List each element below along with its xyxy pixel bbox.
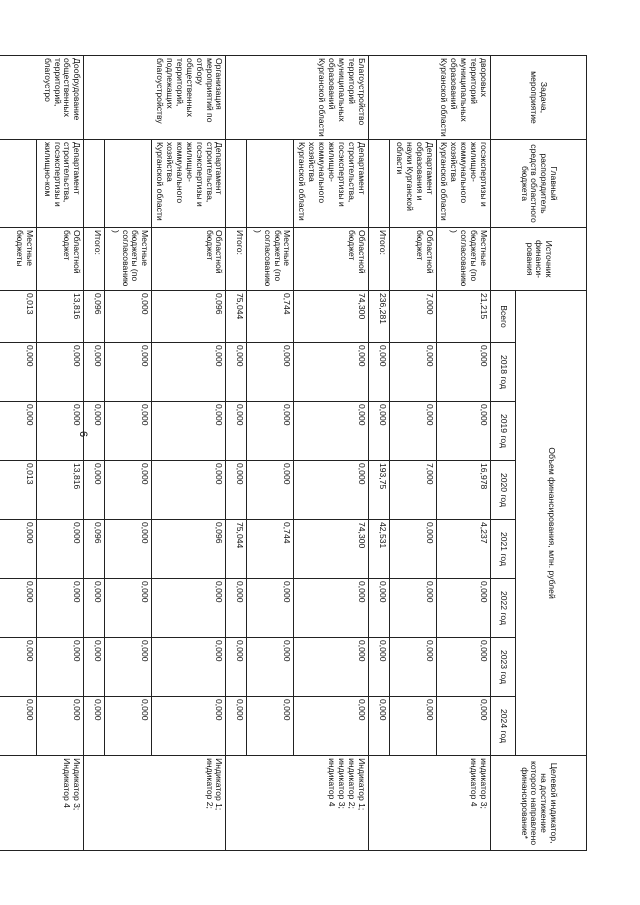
value-cell: 0,744: [247, 520, 294, 579]
value-cell: 0,000: [152, 579, 226, 638]
value-cell: 0,000: [226, 461, 247, 520]
header-row: [516, 56, 587, 851]
value-cell: 0,000: [152, 343, 226, 402]
value-cell: 0,000: [436, 402, 490, 461]
financing-table: [0, 55, 587, 851]
table-row: [389, 56, 436, 851]
table-row: [226, 56, 247, 851]
page-number: 6: [77, 430, 90, 438]
value-cell: 0,000: [37, 402, 84, 461]
value-cell: 0,000: [226, 343, 247, 402]
source-cell: Областной бюджет: [152, 228, 226, 291]
task-cell: Организация мероприятий по отбору общественных территорий, подлежащих благоустройству: [84, 56, 226, 140]
rotated-page-content: [15, 55, 587, 850]
value-cell: 0,000: [368, 343, 389, 402]
value-cell: 0,000: [105, 461, 152, 520]
value-cell: 0,000: [0, 402, 37, 461]
value-cell: 0,000: [105, 520, 152, 579]
value-cell: 0,000: [247, 579, 294, 638]
value-cell: 0,000: [84, 638, 105, 697]
value-cell: 0,000: [84, 343, 105, 402]
task-cell: Дообрудование общественных территорий, благоустро: [0, 56, 84, 140]
table-body: [0, 56, 491, 851]
value-cell: 0,096: [84, 291, 105, 343]
value-cell: 0,096: [84, 520, 105, 579]
source-cell: Местные бюджеты (по согласованию): [247, 228, 294, 291]
manager-cell: Департамент образования и науки Курганской области: [389, 140, 436, 228]
value-cell: 42,531: [368, 520, 389, 579]
header-year: 2023 год: [491, 638, 516, 697]
value-cell: 0,000: [389, 343, 436, 402]
source-cell: Областной бюджет: [389, 228, 436, 291]
value-cell: 7,000: [389, 461, 436, 520]
value-cell: 13,816: [37, 461, 84, 520]
manager-cell: [226, 140, 247, 228]
table-row: [84, 56, 105, 851]
header-year: 2018 год: [491, 343, 516, 402]
indicator-cell: Индикатор 3; Индикатор 4: [0, 756, 84, 851]
value-cell: 0,000: [294, 697, 368, 756]
value-cell: 0,013: [0, 291, 37, 343]
value-cell: 0,000: [368, 638, 389, 697]
value-cell: 0,000: [105, 697, 152, 756]
value-cell: 0,000: [226, 579, 247, 638]
value-cell: 0,744: [247, 291, 294, 343]
manager-cell: [0, 140, 37, 228]
manager-cell: Департамент строительства, госэкспертизы и жилищно-коммунального хозяйства Курганской области: [152, 140, 226, 228]
value-cell: 0,000: [152, 638, 226, 697]
header-year: 2019 год: [491, 402, 516, 461]
value-cell: 13,816: [37, 291, 84, 343]
value-cell: 0,000: [37, 638, 84, 697]
value-cell: 0,000: [37, 520, 84, 579]
value-cell: 0,000: [389, 638, 436, 697]
value-cell: 16,978: [436, 461, 490, 520]
value-cell: 0,000: [0, 638, 37, 697]
value-cell: 0,000: [152, 697, 226, 756]
header-year: 2020 год: [491, 461, 516, 520]
value-cell: 0,000: [389, 520, 436, 579]
value-cell: 236,281: [368, 291, 389, 343]
value-cell: 0,000: [436, 697, 490, 756]
table-row: [37, 56, 84, 851]
value-cell: 0,000: [37, 697, 84, 756]
source-cell: Областной бюджет: [37, 228, 84, 291]
manager-cell: [368, 140, 389, 228]
manager-cell: Департамент строительства, госэкспертизы и жилищно-коммунального хозяйства Курганской области: [294, 140, 368, 228]
header-year: 2021 год: [491, 520, 516, 579]
table-row: [368, 56, 389, 851]
manager-cell: Департамент строительства, госэкспертизы и жилищно-ком: [37, 140, 84, 228]
value-cell: 4,237: [436, 520, 490, 579]
table-row: [436, 56, 490, 851]
header-year: 2024 год: [491, 697, 516, 756]
indicator-cell: Индикатор 1; индикатор 2; индикатор 3; индикатор 4: [226, 756, 368, 851]
indicator-cell: Индикатор 1; индикатор 2;: [84, 756, 226, 851]
value-cell: 74,300: [294, 520, 368, 579]
value-cell: 0,000: [37, 343, 84, 402]
value-cell: 0,000: [389, 579, 436, 638]
value-cell: 0,000: [84, 461, 105, 520]
value-cell: 0,000: [436, 343, 490, 402]
source-cell: Областной бюджет: [294, 228, 368, 291]
value-cell: 0,013: [0, 461, 37, 520]
value-cell: 7,000: [389, 291, 436, 343]
value-cell: 0,000: [105, 638, 152, 697]
value-cell: 75,044: [226, 520, 247, 579]
value-cell: 0,000: [389, 697, 436, 756]
value-cell: 0,000: [294, 579, 368, 638]
task-cell: Благоустройство территорий муниципальных образований Курганской области: [226, 56, 368, 140]
value-cell: 0,000: [368, 579, 389, 638]
value-cell: 0,000: [247, 402, 294, 461]
value-cell: 0,000: [226, 402, 247, 461]
manager-cell: госэкспертизы и жилищно-коммунального хозяйства Курганской области: [436, 140, 490, 228]
value-cell: 0,000: [247, 461, 294, 520]
source-cell: Итого:: [226, 228, 247, 291]
value-cell: 0,000: [294, 402, 368, 461]
indicator-cell: индикатор 3; индикатор 4: [368, 756, 490, 851]
value-cell: 0,000: [0, 697, 37, 756]
header-manager: Главный распорядитель средств областного бюджета: [491, 140, 587, 228]
value-cell: 0,000: [84, 579, 105, 638]
table-row: [105, 56, 152, 851]
value-cell: 0,000: [37, 579, 84, 638]
value-cell: 0,000: [226, 638, 247, 697]
value-cell: 0,000: [152, 402, 226, 461]
value-cell: 0,000: [152, 461, 226, 520]
value-cell: 0,000: [105, 579, 152, 638]
manager-cell: [84, 140, 105, 228]
table-row: [247, 56, 294, 851]
value-cell: 0,000: [0, 520, 37, 579]
header-indicator: Целевой индикатор, на достижение которого направлено финансирование*: [491, 756, 587, 851]
task-cell: дворовых территорий муниципальных образований Курганской области: [368, 56, 490, 140]
value-cell: 0,096: [152, 291, 226, 343]
manager-cell: [105, 140, 152, 228]
header-task: Задача, мероприятие: [491, 56, 587, 140]
value-cell: 74,300: [294, 291, 368, 343]
source-cell: Итого:: [84, 228, 105, 291]
value-cell: 0,000: [368, 697, 389, 756]
header-year: Всего: [491, 291, 516, 343]
value-cell: 0,000: [294, 343, 368, 402]
source-cell: Местные бюджеты (по согласованию): [436, 228, 490, 291]
value-cell: 0,000: [226, 697, 247, 756]
value-cell: 0,000: [368, 402, 389, 461]
value-cell: 0,000: [294, 638, 368, 697]
value-cell: 0,000: [105, 291, 152, 343]
value-cell: 0,000: [436, 638, 490, 697]
value-cell: 193,75: [368, 461, 389, 520]
value-cell: 0,000: [0, 343, 37, 402]
value-cell: 0,000: [105, 343, 152, 402]
table-row: [0, 56, 37, 851]
value-cell: 0,096: [152, 520, 226, 579]
value-cell: 0,000: [105, 402, 152, 461]
value-cell: 0,000: [84, 697, 105, 756]
value-cell: 75,044: [226, 291, 247, 343]
value-cell: 0,000: [0, 579, 37, 638]
source-cell: Итого:: [368, 228, 389, 291]
source-cell: Местные бюджеты (по согласованию): [105, 228, 152, 291]
value-cell: 0,000: [389, 402, 436, 461]
header-source: Источник финанси-рования: [491, 228, 587, 291]
table-row: [294, 56, 368, 851]
value-cell: 0,000: [294, 461, 368, 520]
value-cell: 0,000: [84, 402, 105, 461]
manager-cell: [247, 140, 294, 228]
value-cell: 0,000: [436, 579, 490, 638]
header-year: 2022 год: [491, 579, 516, 638]
header-volume: Объем финансирования, млн. рублей: [516, 291, 587, 756]
value-cell: 0,000: [247, 638, 294, 697]
value-cell: 21,215: [436, 291, 490, 343]
source-cell: Местные бюджеты: [0, 228, 37, 291]
value-cell: 0,000: [247, 697, 294, 756]
value-cell: 0,000: [247, 343, 294, 402]
table-row: [152, 56, 226, 851]
